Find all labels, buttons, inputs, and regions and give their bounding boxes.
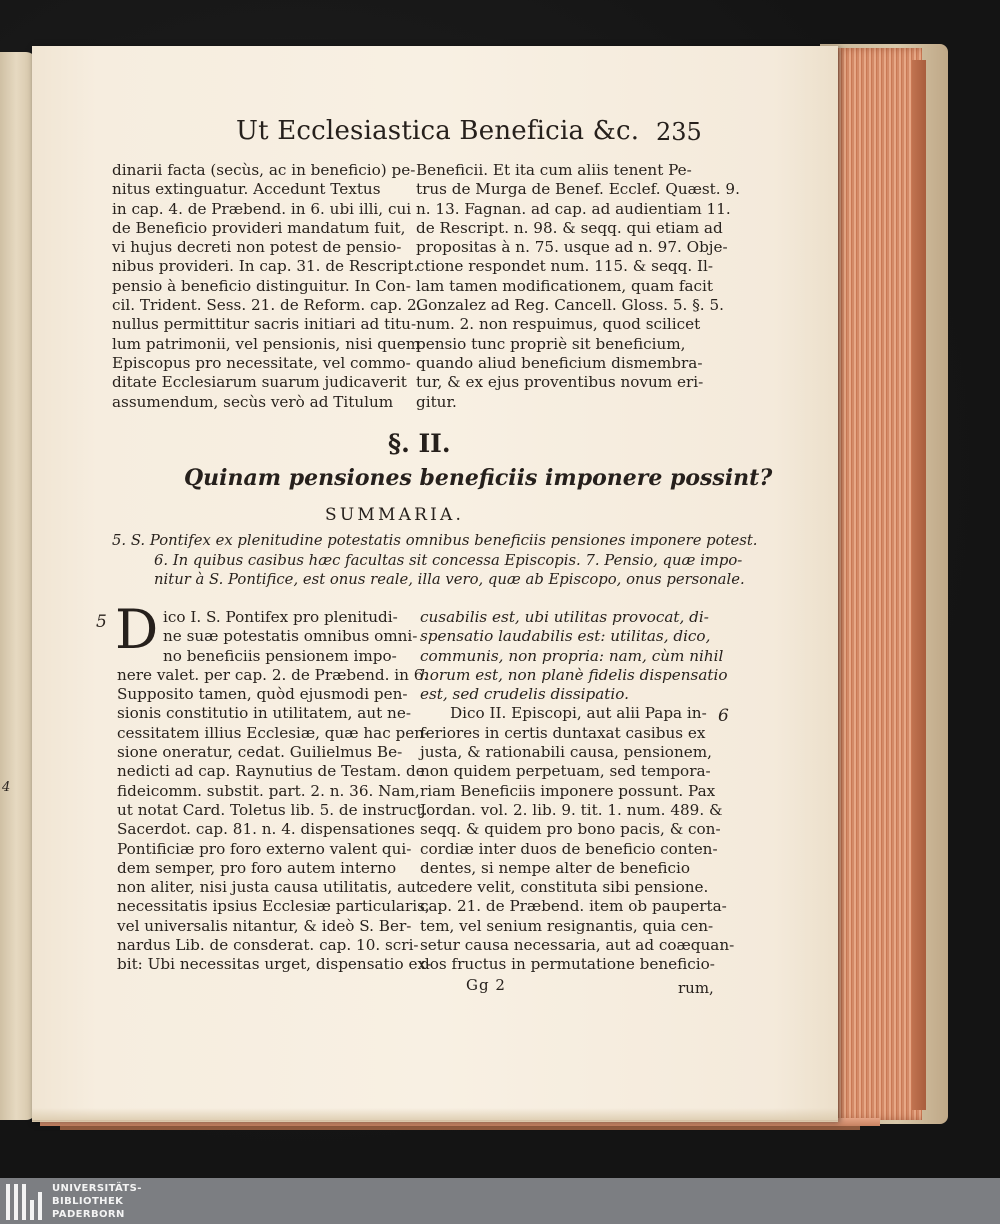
text-line: seqq. & quidem pro bono pacis, & con- — [420, 820, 721, 839]
text-line: in cap. 4. de Præbend. in 6. ubi illi, cui — [112, 199, 412, 218]
text-line: dos fructus in permutatione beneficio- — [420, 955, 715, 974]
section-number: §. II. — [388, 429, 451, 458]
text-line: setur causa necessaria, aut ad coæquan- — [420, 936, 735, 955]
summary-line: nitur à S. Pontifice, est onus reale, illa vero, quæ ab Episcopo, onus personale. — [154, 571, 745, 588]
logo-text-line1: UNIVERSITÄTS- — [52, 1183, 142, 1194]
text-line: cessitatem illius Ecclesiæ, quæ hac pen- — [117, 723, 430, 742]
text-line: ctione respondet num. 115. & seqq. Il- — [416, 257, 714, 276]
text-line: cedere velit, constituta sibi pensione. — [420, 878, 709, 897]
text-line: Beneficii. Et ita cum aliis tenent Pe- — [416, 161, 692, 179]
page-bottom-shade — [32, 1108, 838, 1122]
text-line: dentes, si nempe alter de beneficio — [420, 858, 690, 877]
text-line: Pontificiæ pro foro externo valent qui- — [117, 839, 412, 858]
text-line: vel universalis nitantur, & ideò S. Ber- — [117, 916, 412, 935]
section-title: Quinam pensiones beneficiis imponere possint? — [184, 465, 773, 491]
text-line: n. 13. Fagnan. ad cap. ad audientiam 11. — [416, 199, 731, 218]
text-line: horum est, non planè fidelis dispensatio — [420, 665, 728, 684]
text-line: nedicti ad cap. Raynutius de Testam. de — [117, 762, 425, 781]
text-line: Episcopus pro necessitate, vel commo- — [112, 353, 411, 372]
text-line: Gonzalez ad Reg. Cancell. Gloss. 5. §. 5. — [416, 296, 724, 315]
text-line: dem semper, pro foro autem interno — [117, 858, 397, 877]
text-line: cusabilis est, ubi utilitas provocat, di- — [420, 608, 709, 626]
text-line: Dico II. Episcopi, aut alii Papa in- — [450, 704, 707, 723]
summary-block — [112, 531, 758, 590]
text-line: num. 2. non respuimus, quod scilicet — [416, 315, 701, 334]
text-line: Sacerdot. cap. 81. n. 4. dispensationes — [117, 820, 415, 839]
drop-cap: D — [115, 598, 159, 661]
text-line: tur, & ex ejus proventibus novum eri- — [416, 373, 704, 392]
text-line: no beneficiis pensionem impo- — [163, 646, 397, 665]
library-logo-bar — [0, 1178, 1000, 1224]
page-number: 235 — [656, 118, 702, 146]
text-line: sionis constitutio in utilitatem, aut ne- — [117, 704, 411, 723]
logo-text-line2: BIBLIOTHEK — [52, 1196, 124, 1207]
text-line: justa, & rationabili causa, pensionem, — [420, 743, 712, 762]
top-right-column — [416, 161, 740, 412]
text-line: vi hujus decreti non potest de pensio- — [112, 238, 402, 257]
text-line: ditate Ecclesiarum suarum judicaverit — [112, 373, 407, 392]
text-line: propositas à n. 75. usque ad n. 97. Obje- — [416, 238, 728, 257]
top-left-column — [112, 161, 421, 412]
text-line: cordiæ inter duos de beneficio conten- — [420, 839, 718, 858]
main-left-column — [117, 608, 431, 975]
text-line: pensio à beneficio distinguitur. In Con- — [112, 276, 411, 295]
main-right-column — [420, 608, 734, 975]
text-line: tem, vel senium resignantis, quia cen- — [420, 916, 714, 935]
text-line: Jordan. vol. 2. lib. 9. tit. 1. num. 489. & — [420, 800, 723, 819]
summary-line: 5. S. Pontifex ex plenitudine potestatis omnibus beneficiis pensiones imponere potest. — [112, 532, 758, 549]
text-line: nibus provideri. In cap. 31. de Rescript. — [112, 257, 419, 276]
text-line: sione oneratur, cedat. Guilielmus Be- — [117, 743, 403, 762]
text-line: ne suæ potestatis omnibus omni- — [163, 627, 418, 646]
text-line: non quidem perpetuam, sed tempora- — [420, 762, 711, 781]
text-line: de Beneficio provideri mandatum fuit, — [112, 218, 406, 237]
text-line: bit: Ubi necessitas urget, dispensatio ex- — [117, 955, 431, 974]
text-line: pensio tunc propriè sit beneficium, — [416, 334, 686, 353]
signature-mark: Gg 2 — [466, 976, 506, 994]
text-line: gitur. — [416, 392, 457, 411]
book-bottom-edge-shadow — [60, 1126, 860, 1130]
text-line: trus de Murga de Benef. Ecclef. Quæst. 9. — [416, 180, 740, 199]
text-line: non aliter, nisi justa causa utilitatis, aut — [117, 878, 423, 897]
text-line: ico I. S. Pontifex pro plenitudi- — [163, 608, 398, 626]
left-page-margin-mark: 4 — [2, 780, 11, 795]
catchword: rum, — [678, 979, 714, 997]
text-line: nitus extinguatur. Accedunt Textus — [112, 180, 381, 199]
text-line: Supposito tamen, quòd ejusmodi pen- — [117, 685, 408, 704]
text-line: dinarii facta (secùs, ac in beneficio) pe- — [112, 161, 416, 179]
summaria-label: SUMMARIA. — [325, 505, 465, 525]
text-line: nardus Lib. de consderat. cap. 10. scri- — [117, 936, 419, 955]
running-title: Ut Ecclesiastica Beneficia &c. — [236, 116, 640, 146]
text-line: est, sed crudelis dissipatio. — [420, 685, 629, 704]
text-line: nullus permittitur sacris initiari ad titu- — [112, 315, 417, 334]
text-line: cap. 21. de Præbend. item ob pauperta- — [420, 897, 727, 916]
logo-text-line3: PADERBORN — [52, 1209, 125, 1220]
text-line: quando aliud beneficium dismembra- — [416, 353, 703, 372]
text-line: nere valet. per cap. 2. de Præbend. in 6. — [117, 665, 429, 684]
text-line: assumendum, secùs verò ad Titulum — [112, 392, 394, 411]
text-line: riam Beneficiis imponere possunt. Pax — [420, 781, 716, 800]
margin-note-left: 5 — [96, 612, 107, 632]
text-line: cil. Trident. Sess. 21. de Reform. cap. 2. — [112, 296, 422, 315]
summary-line: 6. In quibus casibus hæc facultas sit concessa Episcopis. 7. Pensio, quæ impo- — [154, 551, 743, 569]
text-line: lum patrimonii, vel pensionis, nisi quem — [112, 334, 421, 353]
text-line: necessitatis ipsius Ecclesiæ particularis, — [117, 897, 430, 916]
book-fore-edge-shadow — [912, 60, 926, 1110]
text-line: fideicomm. substit. part. 2. n. 36. Nam, — [117, 781, 420, 800]
text-line: communis, non propria: nam, cùm nihil — [420, 646, 724, 665]
text-line: de Rescript. n. 98. & seqq. qui etiam ad — [416, 218, 723, 237]
margin-note-right: 6 — [718, 706, 729, 726]
text-line: lam tamen modificationem, quam facit — [416, 276, 713, 295]
text-line: spensatio laudabilis est: utilitas, dico, — [420, 627, 711, 646]
left-page-edge — [0, 52, 36, 1120]
library-logo-icon — [6, 1184, 42, 1220]
text-line: ut notat Card. Toletus lib. 5. de instruct. — [117, 800, 428, 819]
text-line: feriores in certis duntaxat casibus ex — [420, 723, 706, 742]
